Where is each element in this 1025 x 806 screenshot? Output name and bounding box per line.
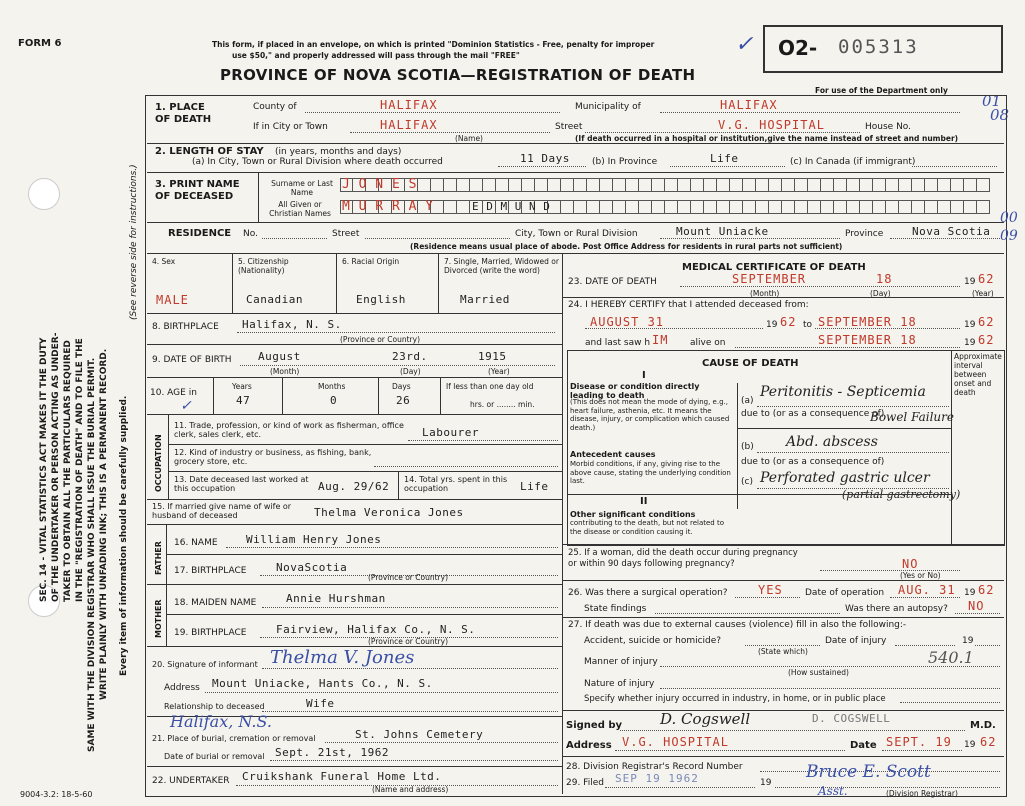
form-title: PROVINCE OF NOVA SCOTIA—REGISTRATION OF DEATH: [220, 66, 696, 84]
name-letter-box: [691, 178, 704, 192]
state-which-caption: (State which): [758, 647, 808, 656]
citizenship-label: 5. Citizenship (Nationality): [238, 257, 289, 275]
mother-name-label: 18. MAIDEN NAME: [174, 598, 257, 608]
assistant-note: Asst.: [818, 784, 848, 798]
side-note-4: IN THE "REGISTRATION OF DEATH" AND TO FILE THE: [75, 338, 85, 602]
name-letter-box: [600, 200, 613, 214]
name-letter-box: [652, 200, 665, 214]
burial-date-label: Date of burial or removal: [164, 752, 265, 761]
informant-address-label: Address: [164, 683, 200, 693]
signed-date-label: Date: [850, 740, 877, 751]
residence-no-label: No.: [243, 229, 258, 239]
name-letter-box: [574, 178, 587, 192]
name-letter-box: [600, 178, 613, 192]
nature-label: Nature of injury: [584, 679, 655, 689]
name-letter-box: [548, 178, 561, 192]
side-note-1: SEC. 14 - VITAL STATISTICS ACT MAKES IT THE DUTY: [39, 337, 49, 602]
name-letter-box: [886, 200, 899, 214]
dob-month: August: [258, 350, 301, 363]
name-letter-box: [418, 178, 431, 192]
other-conditions-label: Other significant conditions: [570, 510, 696, 519]
stay-province-label: (b) In Province: [592, 157, 658, 167]
question-25: 25. If a woman, did the death occur during pregnancy or within 90 days following pregnancy?: [568, 548, 798, 569]
cause-a-value: Peritonitis - Septicemia: [760, 384, 926, 400]
filed-year-prefix: 19: [760, 778, 772, 788]
name-letter-box: [678, 200, 691, 214]
residence-city-label: City, Town or Rural Division: [515, 229, 638, 239]
residence-label: RESIDENCE: [168, 228, 232, 239]
name-letter-box: [444, 200, 457, 214]
mother-side-label: MOTHER: [154, 599, 163, 638]
length-of-stay-caption: (in years, months and days): [275, 147, 402, 157]
signed-year-prefix: 19: [964, 740, 976, 750]
name-letter-box: [899, 200, 912, 214]
dob-day: 23rd.: [392, 350, 428, 363]
attended-to-year-prefix: 19: [964, 320, 976, 330]
hrs-min-label: hrs. or ........ min.: [470, 400, 535, 409]
cause-b-value: Abd. abscess: [786, 434, 878, 450]
form-code: 9004-3.2: 18-5-60: [20, 790, 93, 799]
father-name-label: 16. NAME: [174, 538, 218, 548]
name-letter-box: [483, 178, 496, 192]
father-birthplace-value: NovaScotia: [276, 561, 348, 574]
name-letter-box: [743, 200, 756, 214]
name-letter-box: [717, 178, 730, 192]
mother-name-value: Annie Hurshman: [286, 592, 386, 605]
form-number: FORM 6: [18, 38, 62, 49]
dod-year-caption: (Year): [972, 289, 994, 298]
dod-day-caption: (Day): [870, 289, 891, 298]
name-letter-box: [808, 178, 821, 192]
name-letter-box: [613, 200, 626, 214]
question-27: 27. If death was due to external causes (violence) fill in also the following:-: [568, 620, 907, 630]
name-letter-box: [574, 200, 587, 214]
name-letter-box: [444, 178, 457, 192]
name-letter-box: [847, 200, 860, 214]
marital-status-label: 7. Single, Married, Widowed or Divorced (write the word): [444, 257, 559, 275]
citizenship-value: Canadian: [246, 293, 303, 306]
side-note-7: (See reverse side for instructions.): [129, 164, 139, 320]
name-letter-box: [938, 178, 951, 192]
last-saw-year-prefix: 19: [964, 338, 976, 348]
informant-address-value: Mount Uniacke, Hants Co., N. S.: [212, 677, 433, 690]
name-letter-box: [730, 200, 743, 214]
side-note-2: OF THE UNDERTAKER OR PERSON ACTING AS UNDER-: [51, 332, 61, 602]
punch-hole-top: [28, 178, 60, 210]
racial-origin-value: English: [356, 293, 406, 306]
city-name-caption: (Name): [455, 134, 483, 143]
findings-label: State findings: [584, 604, 647, 614]
department-code-1: 01: [982, 92, 1002, 110]
filed-stamp: SEP 19 1962: [615, 772, 699, 785]
part-one-label: I: [642, 370, 646, 381]
informant-signature: Thelma V. Jones: [270, 647, 415, 668]
age-label: 10. AGE in: [150, 388, 197, 398]
name-letter-box: [561, 200, 574, 214]
signed-by-label: Signed by: [566, 720, 623, 731]
registrar-record-label: 28. Division Registrar's Record Number: [566, 762, 743, 772]
envelope-note-1: This form, if placed in an envelope, on which is printed "Dominion Statistics - Free, penalty for improper: [212, 40, 655, 49]
name-letter-box: [964, 178, 977, 192]
city-label: If in City or Town: [253, 122, 328, 132]
physician-address: V.G. HOSPITAL: [622, 735, 729, 749]
name-letter-box: [756, 178, 769, 192]
name-letter-box: [951, 178, 964, 192]
accident-label: Accident, suicide or homicide?: [584, 636, 722, 646]
age-years-label: Years: [232, 382, 252, 391]
name-letter-box: [457, 200, 470, 214]
father-side-label: FATHER: [154, 541, 163, 575]
name-letter-box: [652, 178, 665, 192]
due-to-a: due to (or as a consequence of): [741, 409, 885, 419]
name-letter-box: [756, 200, 769, 214]
city-value: HALIFAX: [380, 118, 438, 132]
name-letter-box: [769, 178, 782, 192]
racial-origin-label: 6. Racial Origin: [342, 257, 400, 266]
name-letter-box: [782, 200, 795, 214]
name-letter-box: [496, 178, 509, 192]
undertaker-value: Cruikshank Funeral Home Ltd.: [242, 770, 442, 783]
name-letter-box: [717, 200, 730, 214]
name-letter-box: [912, 178, 925, 192]
last-worked-label: 13. Date deceased last worked at this occupation: [174, 475, 309, 493]
spouse-value: Thelma Veronica Jones: [314, 506, 464, 519]
municipality-label: Municipality of: [575, 102, 641, 112]
burial-place-value: St. Johns Cemetery: [355, 728, 484, 741]
age-years: 47: [236, 394, 251, 407]
name-letter-box: [847, 178, 860, 192]
name-letter-box: [873, 178, 886, 192]
signed-date: SEPT. 19: [886, 735, 952, 749]
name-letter-box: [821, 178, 834, 192]
name-letter-box: [522, 178, 535, 192]
spouse-label: 15. If married give name of wife or husband of deceased: [152, 502, 292, 520]
sex-label: 4. Sex: [152, 257, 176, 266]
total-years-value: Life: [520, 480, 549, 493]
name-letter-box: [639, 178, 652, 192]
name-letter-box: [782, 178, 795, 192]
other-conditions-note: contributing to the death, but not related to the disease or condition causing it.: [570, 519, 724, 536]
residence-street-label: Street: [332, 229, 360, 239]
name-letter-box: [873, 200, 886, 214]
age-check-mark: ✓: [180, 398, 192, 414]
name-letter-box: [912, 200, 925, 214]
mother-birthplace-caption: (Province or Country): [368, 637, 448, 646]
county-value: HALIFAX: [380, 98, 438, 112]
name-letter-box: [951, 200, 964, 214]
classification-code: 540.1: [928, 648, 974, 667]
trade-label: 11. Trade, profession, or kind of work as fisherman, office clerk, sales clerk, etc.: [174, 421, 404, 439]
how-sustained-caption: (How sustained): [788, 668, 849, 677]
attended-from-year-prefix: 19: [766, 320, 778, 330]
mother-birthplace-value: Fairview, Halifax Co., N. S.: [276, 623, 476, 636]
dod-month-caption: (Month): [750, 289, 780, 298]
name-letter-box: [470, 178, 483, 192]
name-letter-box: [691, 200, 704, 214]
place-of-death-label: 1. PLACE OF DEATH: [155, 102, 212, 125]
age-months: 0: [330, 394, 338, 407]
question-26: 26. Was there a surgical operation?: [568, 588, 728, 598]
father-birthplace-label: 17. BIRTHPLACE: [174, 566, 247, 576]
certify-label: 24. I HEREBY CERTIFY that I attended deceased from:: [568, 300, 809, 310]
cause-of-death-heading: CAUSE OF DEATH: [702, 358, 799, 369]
interval-label: Approximate interval between onset and death: [954, 352, 1002, 397]
manner-label: Manner of injury: [584, 657, 658, 667]
undertaker-label: 22. UNDERTAKER: [152, 776, 230, 786]
department-code-2: 08: [990, 106, 1010, 124]
registrar-signature: Bruce E. Scott: [806, 762, 931, 782]
name-letter-box: [743, 178, 756, 192]
cause-c-label: (c): [741, 477, 753, 487]
name-letter-box: [795, 200, 808, 214]
side-note-3: TAKER TO OBTAIN ALL THE PARTICULARS REQUIRED: [63, 340, 73, 602]
undertaker-caption: (Name and address): [372, 785, 449, 794]
name-letter-box: [860, 200, 873, 214]
attended-from-year: 62: [780, 315, 797, 329]
father-birthplace-caption: (Province or Country): [368, 573, 448, 582]
name-letter-box: [704, 200, 717, 214]
mother-birthplace-label: 19. BIRTHPLACE: [174, 628, 247, 638]
last-worked-value: Aug. 29/62: [318, 480, 390, 493]
name-letter-box: [925, 200, 938, 214]
street-value: V.G. HOSPITAL: [718, 118, 825, 132]
name-letter-box: [821, 200, 834, 214]
alive-on-label: alive on: [690, 338, 726, 348]
operation-year-prefix: 19: [964, 588, 976, 598]
house-number-label: House No.: [865, 122, 912, 132]
date-of-birth-label: 9. DATE OF BIRTH: [152, 355, 232, 365]
relationship-value: Wife: [306, 697, 335, 710]
injury-date-label: Date of injury: [825, 636, 887, 646]
dob-day-caption: (Day): [400, 367, 421, 376]
residence-city-value: Mount Uniacke: [676, 225, 769, 238]
department-use-label: For use of the Department only: [815, 86, 948, 95]
age-months-label: Months: [318, 382, 346, 391]
name-letter-box: [964, 200, 977, 214]
name-letter-box: [665, 200, 678, 214]
age-days: 26: [396, 394, 411, 407]
name-letter-box: [834, 200, 847, 214]
name-letter-box: [535, 178, 548, 192]
question-26-value: YES: [758, 583, 783, 597]
part-two-label: II: [640, 496, 648, 507]
dod-year-prefix: 19: [964, 277, 976, 287]
marital-status-value: Married: [460, 293, 510, 306]
autopsy-value: NO: [968, 599, 985, 613]
last-saw-him: IM: [652, 333, 669, 347]
name-letter-box: [925, 178, 938, 192]
length-of-stay-label: 2. LENGTH OF STAY: [155, 146, 264, 157]
dob-month-caption: (Month): [270, 367, 300, 376]
occupation-side-label: OCCUPATION: [154, 434, 163, 492]
disease-label: Disease or condition directly leading to death: [570, 382, 700, 400]
dod-month: SEPTEMBER: [732, 272, 807, 286]
attended-from-date: AUGUST 31: [590, 315, 665, 329]
burial-handwritten-place: Halifax, N.S.: [170, 712, 272, 731]
last-saw-date: SEPTEMBER 18: [818, 333, 917, 347]
name-letter-box: [457, 178, 470, 192]
signed-year: 62: [980, 735, 997, 749]
name-letter-box: [730, 178, 743, 192]
stay-canada-label: (c) In Canada (if immigrant): [790, 157, 916, 167]
cause-a-label: (a): [741, 396, 754, 406]
birthplace-value: Halifax, N. S.: [242, 318, 342, 331]
question-25-value: NO: [902, 557, 919, 571]
cause-c-value: Perforated gastric ulcer: [760, 470, 930, 486]
dod-day: 18: [876, 272, 893, 286]
surname-label: Surname or Last Name: [271, 179, 333, 197]
name-letter-box: [860, 178, 873, 192]
sex-value: MALE: [156, 293, 189, 307]
name-letter-box: [639, 200, 652, 214]
last-saw-year: 62: [978, 333, 995, 347]
dod-year: 62: [978, 272, 995, 286]
birthplace-caption: (Province or Country): [340, 335, 420, 344]
last-saw-label: and last saw h: [585, 338, 651, 348]
name-letter-box: [704, 178, 717, 192]
operation-date-label: Date of operation: [805, 588, 885, 598]
name-letter-box: [808, 200, 821, 214]
registrar-caption: (Division Registrar): [886, 789, 958, 798]
yes-no-caption: (Yes or No): [900, 571, 941, 580]
operation-date: AUG. 31: [898, 583, 956, 597]
hospital-note: (If death occurred in a hospital or institution,give the name instead of street and number): [575, 134, 959, 143]
name-letter-box: [587, 200, 600, 214]
filed-label: 29. Filed: [566, 778, 604, 788]
name-letter-box: [626, 178, 639, 192]
residence-province-label: Province: [845, 229, 884, 239]
operation-year: 62: [978, 583, 995, 597]
cause-a2-value: Bowel Failure: [870, 410, 954, 424]
residence-province-value: Nova Scotia: [912, 225, 991, 238]
father-name-value: William Henry Jones: [246, 533, 382, 546]
name-letter-box: [834, 178, 847, 192]
physician-signature: D. Cogswell: [660, 710, 751, 728]
stay-city-label: (a) In City, Town or Rural Division where death occurred: [192, 157, 443, 167]
municipality-value: HALIFAX: [720, 98, 778, 112]
physician-address-label: Address: [566, 740, 612, 751]
dob-year-caption: (Year): [488, 367, 510, 376]
name-letter-box: [678, 178, 691, 192]
trade-value: Labourer: [422, 426, 479, 439]
name-letter-box: [977, 200, 990, 214]
given-names-grid: [340, 200, 990, 214]
stay-province-value: Life: [710, 152, 739, 165]
name-letter-box: [431, 178, 444, 192]
medical-certificate-heading: MEDICAL CERTIFICATE OF DEATH: [682, 262, 866, 273]
name-letter-box: [769, 200, 782, 214]
antecedent-label: Antecedent causes: [570, 450, 656, 459]
total-years-label: 14. Total yrs. spent in this occupation: [404, 475, 508, 493]
name-letter-box: [509, 178, 522, 192]
envelope-note-2: use $50," and properly addressed will pass through the mail "FREE": [232, 51, 520, 60]
dob-year: 1915: [478, 350, 507, 363]
industry-label: 12. Kind of industry or business, as fishing, bank, grocery store, etc.: [174, 448, 372, 466]
name-letter-box: [626, 200, 639, 214]
side-note-8: Every item of information should be carefully supplied.: [119, 395, 129, 676]
attended-to-year: 62: [978, 315, 995, 329]
cause-b-label: (b): [741, 442, 754, 452]
burial-place-label: 21. Place of burial, cremation or removal: [152, 734, 316, 743]
disease-note: (This does not mean the mode of dying, e.g., heart failure, asthenia, etc. It means the disease, injury, or complication which caused death.): [570, 398, 730, 432]
due-to-b: due to (or as a consequence of): [741, 457, 885, 467]
cause-c2-value: (partial gastrectomy): [842, 488, 961, 501]
antecedent-note: Morbid conditions, if any, giving rise to the above cause, stating the underlying condition last.: [570, 460, 731, 485]
relationship-label: Relationship to deceased: [164, 702, 265, 711]
md-label: M.D.: [970, 720, 996, 731]
burial-date-value: Sept. 21st, 1962: [275, 746, 389, 759]
given-names-value-2: E D M U N D: [472, 200, 551, 213]
stay-city-value: 11 Days: [520, 152, 570, 165]
birthplace-label: 8. BIRTHPLACE: [152, 322, 219, 332]
date-of-death-label: 23. DATE OF DEATH: [568, 277, 657, 287]
print-name-label: 3. PRINT NAME OF DECEASED: [155, 179, 240, 202]
name-letter-box: [795, 178, 808, 192]
side-note-6: WRITE PLAINLY WITH UNFADING INK; THIS IS A PERMANENT RECORD.: [99, 348, 109, 700]
county-label: County of: [253, 102, 297, 112]
age-days-label: Days: [392, 382, 411, 391]
name-letter-box: [886, 178, 899, 192]
surname-grid: [340, 178, 990, 192]
name-letter-box: [899, 178, 912, 192]
check-mark: ✓: [735, 32, 754, 57]
registration-number: 005313: [838, 36, 919, 58]
given-names-label: All Given or Christian Names: [269, 200, 331, 218]
street-label: Street: [555, 122, 583, 132]
residence-note: (Residence means usual place of abode. Post Office Address for residents in rural parts not sufficient): [410, 242, 843, 251]
attended-to-label: to: [803, 320, 813, 330]
name-letter-box: [665, 178, 678, 192]
side-note-5: SAME WITH THE DIVISION REGISTRAR WHO SHALL ISSUE THE BURIAL PERMIT.: [87, 357, 97, 752]
given-names-value: M U R R A Y: [342, 199, 434, 214]
injury-year-prefix: 19: [962, 636, 974, 646]
attended-to-date: SEPTEMBER 18: [818, 315, 917, 329]
registration-prefix: O2-: [778, 36, 818, 60]
name-letter-box: [613, 178, 626, 192]
physician-name-typed: D. COGSWELL: [812, 712, 891, 725]
autopsy-label: Was there an autopsy?: [845, 604, 948, 614]
name-letter-box: [587, 178, 600, 192]
residence-code-1: 00: [1000, 210, 1018, 226]
name-letter-box: [977, 178, 990, 192]
name-letter-box: [561, 178, 574, 192]
specify-label: Specify whether injury occurred in industry, in home, or in public place: [584, 694, 886, 704]
name-letter-box: [938, 200, 951, 214]
residence-code-2: 09: [1000, 228, 1018, 244]
surname-value: J O N E S: [342, 177, 417, 192]
informant-signature-label: 20. Signature of informant: [152, 660, 258, 669]
less-than-day-label: If less than one day old: [446, 382, 534, 391]
